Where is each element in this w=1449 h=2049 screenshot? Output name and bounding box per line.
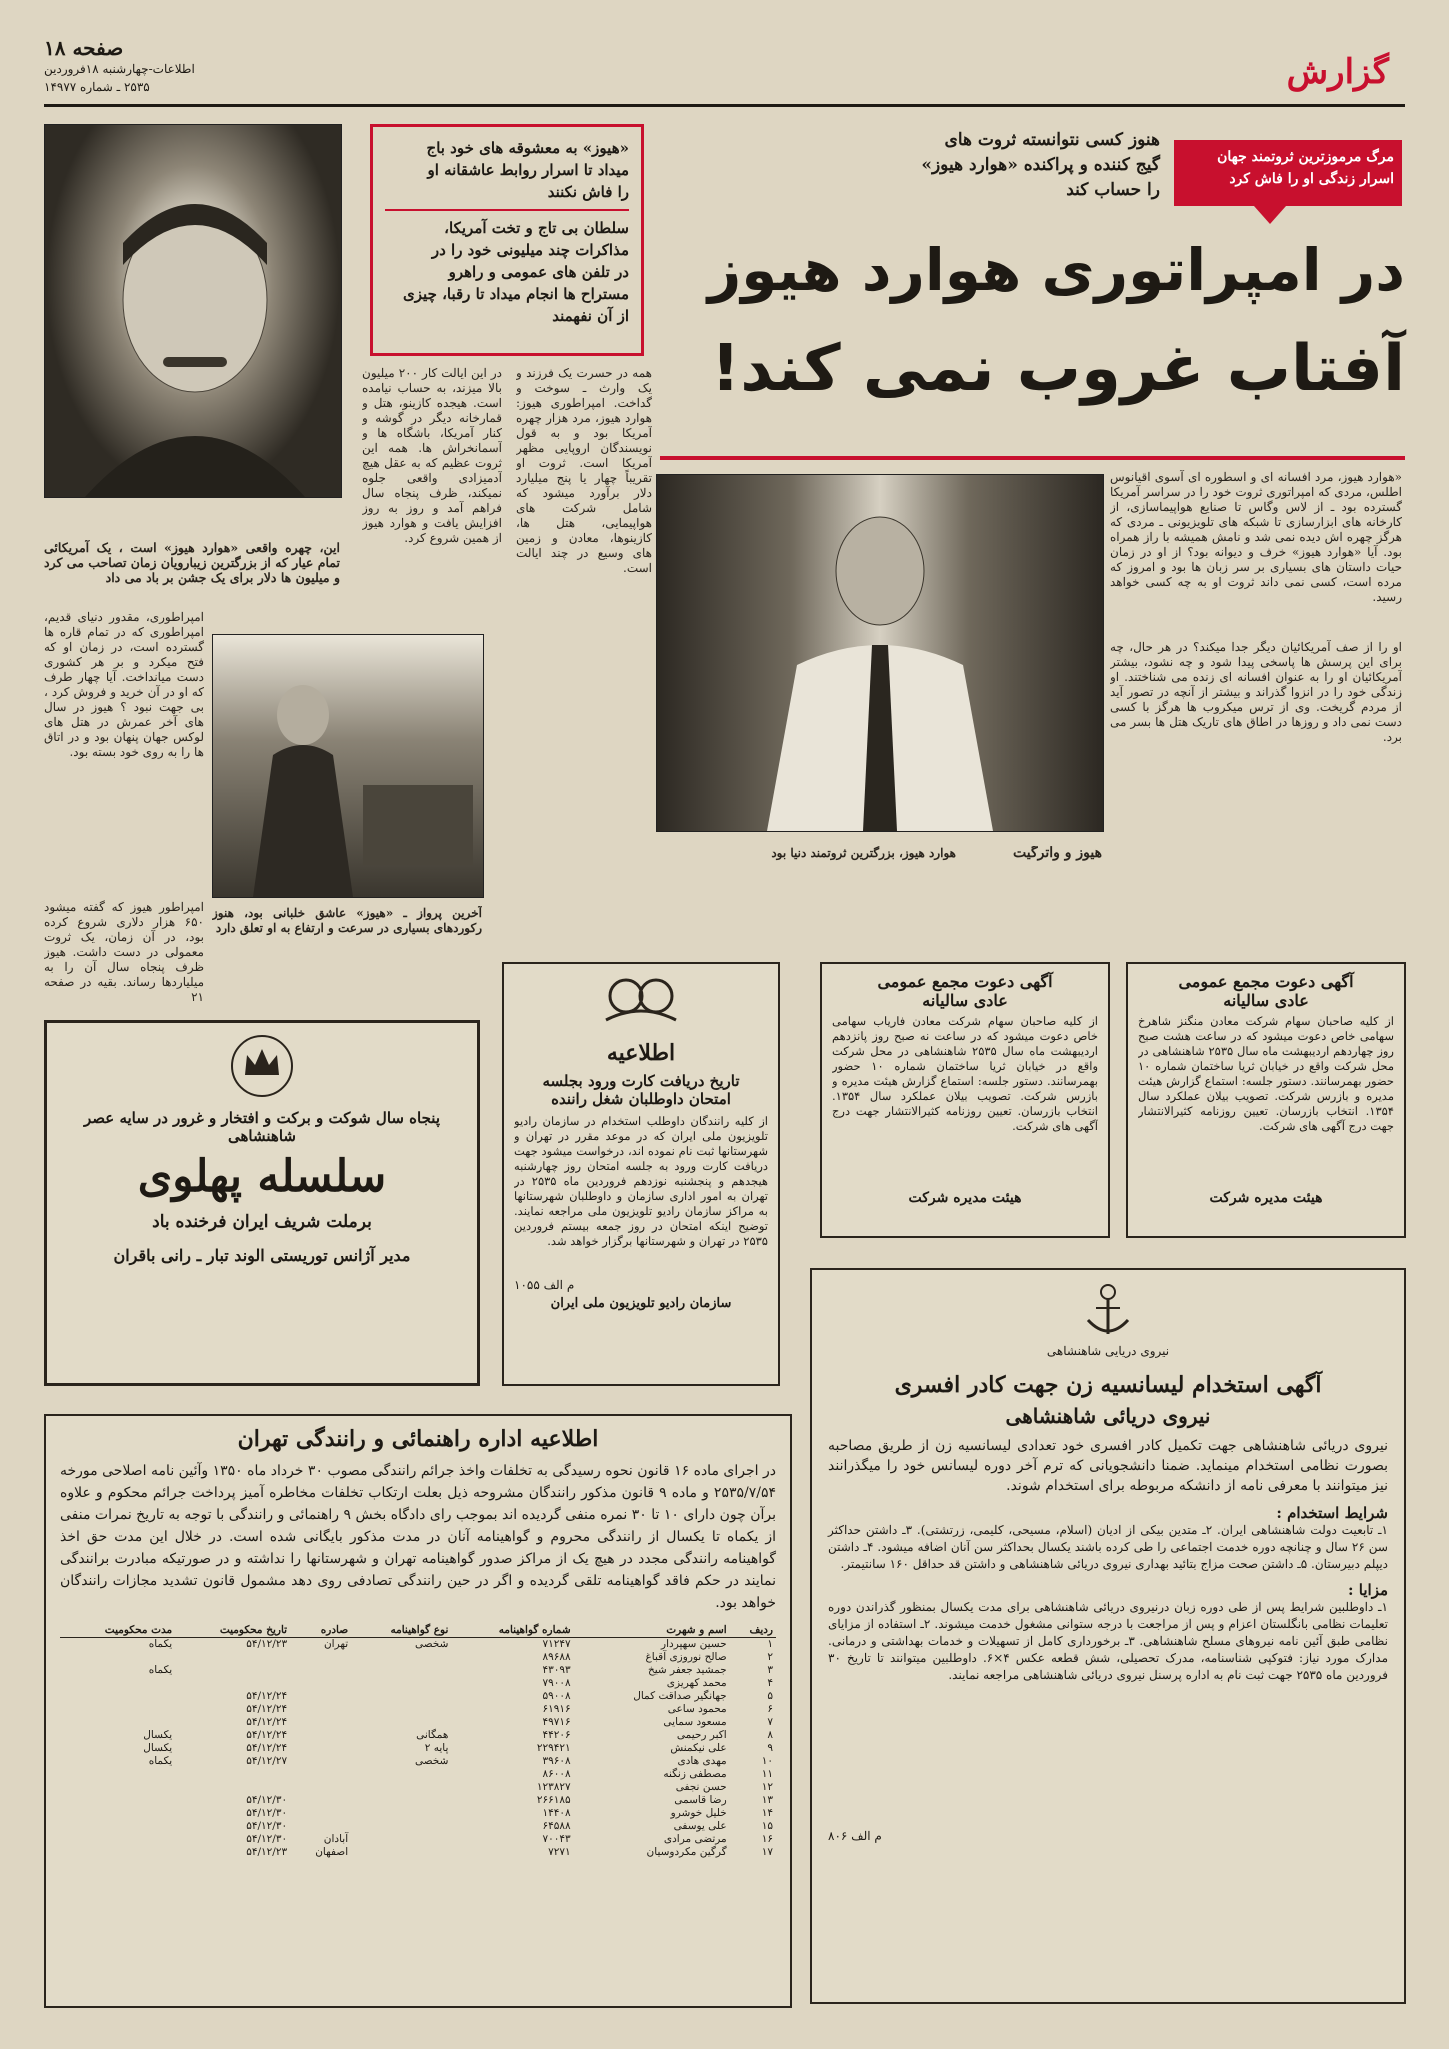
table-row (60, 1846, 776, 1859)
table-cell: ۸ (767, 1729, 773, 1741)
table-cell (290, 1716, 351, 1729)
table-cell (290, 1651, 351, 1664)
table-row (60, 1677, 776, 1690)
section-title: گزارش (1286, 52, 1389, 92)
table-cell: ۶۴۵۸۸ (542, 1820, 571, 1832)
notice-table-header (60, 1624, 776, 1638)
table-cell (290, 1807, 351, 1820)
table-cell: ۵ (767, 1690, 773, 1702)
notice-table-body (60, 1638, 776, 1860)
table-cell: ۱۱ (761, 1768, 773, 1780)
table-cell (351, 1664, 451, 1677)
table-cell: حسن نجفی (675, 1781, 727, 1793)
table-cell: یکماه (148, 1755, 173, 1767)
table-cell (351, 1794, 451, 1807)
table-cell (290, 1664, 351, 1677)
masthead-date: اطلاعات-چهارشنبه ۱۸فروردین (44, 62, 195, 76)
table-cell (351, 1833, 451, 1846)
table-row (60, 1755, 776, 1768)
subhead-line: هنوز کسی نتوانسته ثروت های (944, 130, 1160, 150)
table-cell: همگانی (416, 1729, 449, 1741)
column-header: نوع گواهینامه (390, 1624, 449, 1636)
table-cell: پایه ۲ (424, 1742, 449, 1754)
navy-conditions: ۱ـ تابعیت دولت شاهنشاهی ایران. ۲ـ متدین بیکی از ادیان (اسلام، مسیحی، کلیمی، زرتشتی). ۳ـ داشتن حداکثر سن ۲۶ سال و چنانچه دوره خدمت اجتماعی را طی کرده باشند یکسال بحداکثر سن آنان اضافه میشود. ۴ـ داشتن دیپلم دبیرستان. ۵ـ داشتن صحت مزاج بتائید بهداری نیروی دریائی شاهنشاهی و داشتن قد حداقل ۱۶۰ سانتیمتر. (828, 1523, 1388, 1571)
table-cell: ۵۴/۱۲/۲۴ (246, 1729, 288, 1741)
column-header: مدت محکومیت (104, 1624, 173, 1636)
notice-title: اطلاعیه اداره راهنمائی و رانندگی تهران (237, 1426, 599, 1452)
kicker-pointer (1254, 206, 1286, 224)
table-cell: ۱۷ (761, 1846, 773, 1858)
table-row (60, 1820, 776, 1833)
table-cell: ۵۴/۱۲/۳۰ (246, 1807, 288, 1819)
subhead-line: را حساب کند (1066, 180, 1160, 200)
pullquote-line: «هیوز» به معشوقه های خود باج (426, 139, 629, 157)
table-cell: شخصی (414, 1755, 449, 1767)
table-cell: محمد کهریزی (666, 1677, 727, 1689)
notice-traffic (44, 1414, 792, 2008)
pullquote-divider (385, 209, 629, 211)
table-cell (175, 1768, 290, 1781)
tv-emblem-icon (596, 972, 686, 1028)
column-header: اسم و شهرت (666, 1624, 727, 1636)
ad-body: از کلیه صاحبان سهام شرکت معادن منگنز شاهرخ سهامی خاص دعوت میشود که در ساعت هشت صبح روز چهاردهم اردیبهشت ماه سال ۲۵۳۵ شاهنشاهی در محل شرکت واقع در خیابان ثریا ساختمان شماره ۱۰ حضور بهمرسانند. دستور جلسه: استماع گزارش هیئت مدیره و بازرس شرکت. تصویب بیلان عملکرد سال ۱۳۵۴. انتخاب بازرسان. تعیین روزنامه کثیرالانتشار جهت درج آگهی های شرکت. (1138, 1014, 1394, 1133)
column-header: تاریخ محکومیت (219, 1624, 288, 1636)
body-column: در این ایالت کار ۲۰۰ میلیون بالا میزند، به حساب نیامده است. هیجده کازینو، هتل و قمارخانه دیگر در گوشه و کنار آمریکا، باشگاه ها و آسمانخراش ها. همه این ثروت عظیم که به عقل هیچ آدمیزادی واقعی جلوه نمیکند، ظرف پنجاه سال فراهم آمد و روز به روز افزایش یافت و هوارد هیوز از همین شروع کرد. (362, 366, 502, 545)
table-row (60, 1807, 776, 1820)
headline-line-2: آفتاب غروب نمی کند! (711, 332, 1405, 406)
table-cell: ۵۴/۱۲/۲۳ (246, 1846, 288, 1858)
kicker-badge (1174, 140, 1402, 206)
navy-title: آگهی استخدام لیسانسیه زن جهت کادر افسری (894, 1372, 1322, 1398)
table-cell (175, 1664, 290, 1677)
table-cell (351, 1703, 451, 1716)
column-header: صادره (320, 1624, 349, 1636)
center-caption-a: هیوز و واترگیت (1012, 846, 1102, 861)
body-column: او را از صف آمریکائیان دیگر جدا میکند؟ در هر حال، چه برای این پرسش ها پاسخی پیدا شود و چه نشود، بیشتر آمریکائیان او را به عنوان افسانه ای زنده می شناختند. او زندگی خود را در انزوا گذراند و بیشتر از آنچه در تصور آید از مردم گریخت. وی از ترس میکروب ها هرگز با کسی دست نمی داد و روزها در اطاق های تاریک هتل ها بسر می برد. (1110, 640, 1402, 744)
table-cell: ۲۶۶۱۸۵ (536, 1794, 571, 1806)
pullquote-line: از آن نفهمند (552, 307, 629, 325)
page-number: صفحه ۱۸ (44, 36, 124, 60)
table-cell: مرتضی مرادی (663, 1833, 727, 1845)
table-cell: حسین سهپردار (661, 1638, 727, 1650)
kicker-line: اسرار زندگی او را فاش کرد (1229, 171, 1394, 187)
header-rule (44, 104, 1405, 107)
table-row (60, 1833, 776, 1846)
table-cell (60, 1716, 175, 1729)
table-cell: ۵۴/۱۲/۲۴ (246, 1716, 288, 1728)
announcement-title: اطلاعیه (606, 1040, 676, 1066)
body-column: «هوارد هیوز، مرد افسانه ای و اسطوره ای آسوی اقیانوس اطلس، مردی که امپراتوری ثروت خود را در سراسر آمریکا گسترده بود ـ از لاس وگاس تا صنایع هواپیماسازی، از کارخانه های ابزارسازی تا شبکه های تلویزیونی ـ مردی که هرگز چهره اش دیده نمی شد و نامش همیشه با راز همراه بود. آیا «هوارد هیوز» خرف و دیوانه بود؟ از او در زمان حیات داستان های بسیاری بر سر زبان ها بود و امروز که مرده است، کسی نمی داند ثروت او به چه کسی خواهد رسید. (1110, 470, 1402, 604)
pahlavi-line3: برملت شریف ایران فرخنده باد (152, 1212, 372, 1232)
ad-title: آگهی دعوت مجمع عمومی (877, 972, 1053, 991)
table-cell: ۲۲۹۴۲۱ (536, 1742, 571, 1754)
announcement-ref: م الف ۱۰۵۵ (514, 1278, 575, 1292)
table-cell (60, 1768, 175, 1781)
table-cell (290, 1794, 351, 1807)
table-cell: اصفهان (315, 1846, 349, 1858)
body-column: امپراطوری، مقدور دنیای قدیم، امپراطوری که در تمام قاره ها گسترده است، در زمان او که فتح میکرد و بر هر کشوری دست میانداخت. آیا چهار طرف که او در آن خرید و فروش کرد ، بی جهت نبود ؟ هیوز در سال های آخر عمرش در هتل های لوکس جهان پنهان بود و در اتاق ها را به روی خود بسته بود. (44, 610, 204, 759)
table-cell: مصطفی زنگنه (663, 1768, 727, 1780)
table-cell (351, 1807, 451, 1820)
table-cell: آبادان (323, 1833, 349, 1845)
table-cell: ۶ (767, 1703, 773, 1715)
headline-rule (660, 456, 1405, 460)
announcement-subtitle: تاریخ دریافت کارت ورود بجلسه (542, 1072, 740, 1090)
center-photo (656, 474, 1104, 832)
table-row (60, 1781, 776, 1794)
subhead-line: گیج کننده و پراکنده «هوارد هیوز» (921, 155, 1160, 175)
table-cell (60, 1677, 175, 1690)
pullquote-box (370, 124, 644, 356)
table-cell: یکسال (143, 1742, 173, 1754)
table-cell (290, 1703, 351, 1716)
table-cell (290, 1755, 351, 1768)
table-cell (351, 1781, 451, 1794)
table-row (60, 1716, 776, 1729)
headline-line-1: در امپراتوری هوارد هیوز (707, 236, 1405, 304)
table-cell: مهدی هادی (677, 1755, 727, 1767)
body-column: همه در حسرت یک فرزند و یک وارث ـ سوخت و گداخت. امپراطوری هیوز: هوارد هیوز، مرد هزار چهره آمریکا بود و به قول نویسندگان اروپایی مظهر آمریکا است. ثروت او تقریباً چهار یا پنج میلیارد دلار برآورد میشود که شامل شرکت های هواپیمایی، هتل ها، کازینوها، معادن و زمین های وسیع در چند ایالت است. (516, 366, 652, 575)
table-cell (60, 1690, 175, 1703)
pullquote-line: مستراح ها انجام میداد تا رقبا، چیزی (403, 285, 629, 303)
table-cell: رضا قاسمی (674, 1794, 727, 1806)
table-cell: ۵۴/۱۲/۲۴ (246, 1690, 288, 1702)
table-cell (351, 1716, 451, 1729)
table-cell: گرگین مکردوسیان (646, 1846, 727, 1858)
table-cell (60, 1651, 175, 1664)
center-photo-silhouette (657, 475, 1103, 831)
pahlavi-title: سلسله پهلوی (137, 1151, 387, 1202)
portrait-caption: این، چهره واقعی «هوارد هیوز» است ، یک آمریکائی تمام عیار که از بزرگترین زیبارویان زمان تصاحب می کرد و میلیون ها دلار برای یک جشن بر باد می داد (44, 540, 340, 585)
table-cell: ۹ (767, 1742, 773, 1754)
table-cell: ۱۴۴۰۸ (542, 1807, 571, 1819)
notice-body: در اجرای ماده ۱۶ قانون نحوه رسیدگی به تخلفات واخذ جرائم رانندگی مصوب ۳۰ خرداد ماه ۱۳۵۰ وآئین نامه اصلاحی مورخه ۲۵۳۵/۷/۵۴ و ماده ۹ قانون مذکور رانندگان مشروحه ذیل بعلت ارتکاب تخلفات مخاطره آمیز پرداخت جرائم محکوم و علاوه برآن چون دارای ۱۰ تا ۳۰ نمره منفی گردیده اند بموجب رای دادگاه بخش ۹ راهنمائی و رانندگی با توجه به تاریخ نمرات منفی از یکماه تا یکسال از رانندگی محروم و گواهینامه آنان در مدت مذکور بایگانی شده است. در خلال این مدت حق اخذ گواهینامه رانندگی مجدد در هیچ یک از مراکز صدور گواهینامه تهران و شهرستانها را نداشته و در صورتیکه مبادرت برانندگی نمایند در حکم فاقد گواهینامه تلقی گردیده و اگر در حین رانندگی تصادفی روی دهد مشمول قانون تشدید مجازات رانندگان خواهد بود. (60, 1463, 777, 1611)
navy-conditions-title: شرایط استخدام : (1276, 1504, 1388, 1522)
table-cell (60, 1794, 175, 1807)
navy-benefits: ۱ـ داوطلبین شرایط پس از طی دوره زبان درنیروی دریائی شاهنشاهی برای مدت یکسال بمنظور گذراندن دوره تعلیمات نظامی بانگلستان اعزام و پس از مراجعت با درجه ستوانی مشغول خدمت میشوند. ۲ـ استفاده از مزایای نظامی طبق آئین نامه نیروهای مسلح شاهنشاهی. ۳ـ برخورداری کامل از تسهیلات و خدمات بهداشتی و درمانی. مدارک مورد نیاز: فتوکپی شناسنامه، مدرک تحصیلی، شش قطعه عکس ۴×۶. داوطلبین میتوانند تا تاریخ ۳۰ فروردین ماه ۲۵۳۵ جهت ثبت نام به اداره پرسنل نیروی دریائی شاهنشاهی مراجعه نمایند. (828, 1600, 1388, 1682)
table-cell: ۱۰ (761, 1755, 773, 1767)
table-cell: ۵۴/۱۲/۳۰ (246, 1833, 288, 1845)
table-cell: ۱ (767, 1638, 773, 1650)
table-cell: شخصی (414, 1638, 449, 1650)
table-cell (290, 1781, 351, 1794)
table-row (60, 1768, 776, 1781)
portrait-silhouette (45, 125, 341, 497)
table-cell (351, 1677, 451, 1690)
table-cell (290, 1690, 351, 1703)
table-row (60, 1742, 776, 1755)
table-cell (60, 1703, 175, 1716)
table-cell (60, 1820, 175, 1833)
pahlavi-crown (61, 1033, 463, 1103)
table-cell (175, 1651, 290, 1664)
table-cell: ۷۱۲۴۷ (542, 1638, 571, 1650)
table-cell: جمشید جعفر شیخ (647, 1664, 727, 1676)
table-cell: جهانگیر صداقت کمال (633, 1690, 727, 1702)
table-cell: ۱۲ (761, 1781, 773, 1793)
cockpit-caption: آخرین پرواز ـ «هیوز» عاشق خلبانی بود، هنوز رکوردهای بسیاری در سرعت و ارتفاع به او تعلق دارد (212, 906, 482, 935)
ad-assembly-middle (820, 962, 1110, 1238)
cockpit-silhouette (213, 635, 483, 897)
table-cell (351, 1820, 451, 1833)
ad-title: آگهی دعوت مجمع عمومی (1178, 972, 1354, 991)
cockpit-photo (212, 634, 484, 898)
announcement-subtitle: امتحان داوطلبان شغل راننده (551, 1090, 731, 1108)
table-cell (175, 1781, 290, 1794)
ad-body: از کلیه صاحبان سهام شرکت معادن فاریاب سهامی خاص دعوت میشود که در ساعت نه صبح روز پانزدهم اردیبهشت ماه سال ۲۵۳۵ شاهنشاهی در محل شرکت واقع در خیابان ثریا ساختمان شماره ۱۰ حضور بهمرسانند. دستور جلسه: استماع گزارش هیئت مدیره و بازرس شرکت. تصویب بیلان عملکرد سال ۱۳۵۴. انتخاب بازرسان. تعیین روزنامه کثیرالانتشار جهت درج آگهی های شرکت. (832, 1014, 1098, 1133)
table-cell: ۴ (767, 1677, 773, 1689)
table-cell: یکسال (143, 1729, 173, 1741)
table-cell: ۸۹۶۸۸ (542, 1651, 571, 1663)
table-cell (351, 1690, 451, 1703)
table-cell: ۵۴/۱۲/۲۴ (246, 1703, 288, 1715)
table-cell: خلیل خوشرو (670, 1807, 727, 1819)
table-cell (351, 1846, 451, 1859)
pullquote-line: مذاکرات چند میلیونی خود را در (431, 241, 629, 259)
table-cell: ۲ (767, 1651, 773, 1663)
table-cell (290, 1742, 351, 1755)
table-row (60, 1794, 776, 1807)
table-cell: ۷۲۷۱ (548, 1846, 571, 1858)
crown-icon (227, 1033, 297, 1099)
table-cell: صالح نوروزی آقباغ (645, 1651, 727, 1663)
table-cell: ۴۳۰۹۳ (542, 1664, 571, 1676)
pullquote-line: را فاش نکنند (547, 183, 629, 201)
table-cell: ۷۹۰۰۸ (542, 1677, 571, 1689)
table-cell: ۶۱۹۱۶ (542, 1703, 571, 1715)
navy-benefits-title: مزایا : (1348, 1581, 1388, 1599)
body-column: امپراطور هیوز که گفته میشود ۶۵۰ هزار دلاری شروع کرده بود، در آن زمان، یک ثروت معمولی در دست داشت. هیوز ظرف پنجاه سال آن را به میلیاردها رساند. بقیه در صفحه ۲۱ (44, 900, 204, 1004)
notice-table (60, 1624, 776, 1859)
table-cell (60, 1833, 175, 1846)
table-cell: ۵۴/۱۲/۳۰ (246, 1820, 288, 1832)
table-cell: ۵۴/۱۲/۳۰ (246, 1794, 288, 1806)
table-cell (60, 1846, 175, 1859)
pullquote-line: میداد تا اسرار روابط عاشقانه او (427, 161, 629, 179)
table-cell: مسعود سمایی (663, 1716, 727, 1728)
table-cell (351, 1768, 451, 1781)
table-cell (290, 1768, 351, 1781)
table-cell: ۷۰۰۴۳ (542, 1833, 571, 1845)
ad-navy (810, 1268, 1406, 2004)
anchor-icon (1078, 1280, 1138, 1340)
table-cell: ۱۴ (761, 1807, 773, 1819)
table-cell: یکماه (148, 1664, 173, 1676)
table-cell (290, 1729, 351, 1742)
subhead (700, 128, 1160, 203)
table-cell: اکبر رحیمی (676, 1729, 727, 1741)
announcement-body: از کلیه رانندگان داوطلب استخدام در سازمان رادیو تلویزیون ملی ایران که در موعد مقرر در تهران و شهرستانها ثبت نام نموده اند، درخواست میشود جهت دریافت کارت ورود به جلسه امتحان روز چهارشنبه هیجدهم و پنجشنبه نوزدهم فروردین ماه ۲۵۳۵ در تهران به امور اداری سازمان و داوطلبان شهرستانها به مراکز سازمان رادیو تلویزیون ملی مراجعه نمایند. توضیح اینکه امتحان در روز جمعه بیستم فروردین ۲۵۳۵ در تهران و شهرستانها برگزار خواهد شد. (514, 1114, 768, 1248)
table-cell: تهران (323, 1638, 349, 1650)
center-caption-b: هوارد هیوز، بزرگترین ثروتمند دنیا بود (771, 846, 956, 860)
table-cell (60, 1807, 175, 1820)
pahlavi-signature: مدیر آژانس توریستی الوند تبار ـ رانی باقران (113, 1246, 411, 1265)
pullquote-line: در تلفن های عمومی و راهرو (448, 263, 629, 281)
table-cell: ۳ (767, 1664, 773, 1676)
table-cell (60, 1781, 175, 1794)
masthead-issue: ۲۵۳۵ ـ شماره ۱۴۹۷۷ (44, 80, 150, 94)
table-cell: ۴۴۲۰۶ (542, 1729, 571, 1741)
announcement-signature: سازمان رادیو تلویزیون ملی ایران (550, 1296, 732, 1311)
table-cell: محمود ساعی (667, 1703, 727, 1715)
table-row (60, 1729, 776, 1742)
portrait-photo (44, 124, 342, 498)
pullquote-line: سلطان بی تاج و تخت آمریکا، (444, 219, 629, 237)
navy-subtitle: نیروی دریائی شاهنشاهی (1005, 1404, 1211, 1428)
table-row (60, 1664, 776, 1677)
announcement-tv (502, 962, 780, 1386)
table-cell: ۵۴/۱۲/۲۷ (246, 1755, 288, 1767)
table-cell (290, 1677, 351, 1690)
table-cell: ۸۶۰۰۸ (542, 1768, 571, 1780)
table-cell: ۵۴/۱۲/۲۴ (246, 1742, 288, 1754)
table-row (60, 1703, 776, 1716)
table-cell: ۵۴/۱۲/۲۳ (246, 1638, 288, 1650)
table-row (60, 1638, 776, 1652)
kicker-line: مرگ مرموزترین ثروتمند جهان (1217, 149, 1394, 165)
table-row (60, 1651, 776, 1664)
ad-pahlavi (44, 1020, 480, 1386)
table-cell: ۵۹۰۰۸ (542, 1690, 571, 1702)
ad-signature: هیئت مدیره شرکت (1209, 1190, 1323, 1206)
column-header: ردیف (749, 1624, 773, 1636)
table-cell: ۱۲۳۸۲۷ (536, 1781, 571, 1793)
ad-signature: هیئت مدیره شرکت (908, 1190, 1022, 1206)
table-cell: یکماه (148, 1638, 173, 1650)
table-cell: ۱۵ (761, 1820, 773, 1832)
table-cell: علی یوسفی (673, 1820, 727, 1832)
table-cell: علی نیکمنش (670, 1742, 727, 1754)
table-cell (290, 1820, 351, 1833)
table-cell: ۳۹۶۰۸ (542, 1755, 571, 1767)
table-cell: ۱۳ (761, 1794, 773, 1806)
navy-emblem (828, 1280, 1388, 1344)
table-cell: ۷ (767, 1716, 773, 1728)
ad-title: عادی سالیانه (1223, 991, 1309, 1010)
ad-title: عادی سالیانه (922, 991, 1008, 1010)
table-cell (175, 1677, 290, 1690)
navy-ref: م الف ۸۰۶ (828, 1829, 882, 1843)
column-header: شماره گواهینامه (498, 1624, 571, 1636)
ad-assembly-right (1126, 962, 1406, 1238)
navy-intro: نیروی دریائی شاهنشاهی جهت تکمیل کادر افسری خود تعدادی لیسانسیه زن از طریق مصاحبه بصورت نظامی استخدام مینماید. ضمنا دانشجویانی که ترم آخر دوره لیسانس خود را میگذرانند نیز میتوانند با معرفی نامه از دانشکه مربوطه برای استخدام شوند. (828, 1438, 1388, 1494)
table-row (60, 1690, 776, 1703)
tv-emblem (514, 972, 768, 1034)
table-cell: ۱۶ (761, 1833, 773, 1845)
pahlavi-line1: پنجاه سال شوکت و برکت و افتخار و غرور در سایه عصر شاهنشاهی (83, 1109, 440, 1145)
table-cell: ۴۹۷۱۶ (542, 1716, 571, 1728)
table-cell (351, 1651, 451, 1664)
navy-emblem-caption: نیروی دریایی شاهنشاهی (1046, 1344, 1170, 1358)
